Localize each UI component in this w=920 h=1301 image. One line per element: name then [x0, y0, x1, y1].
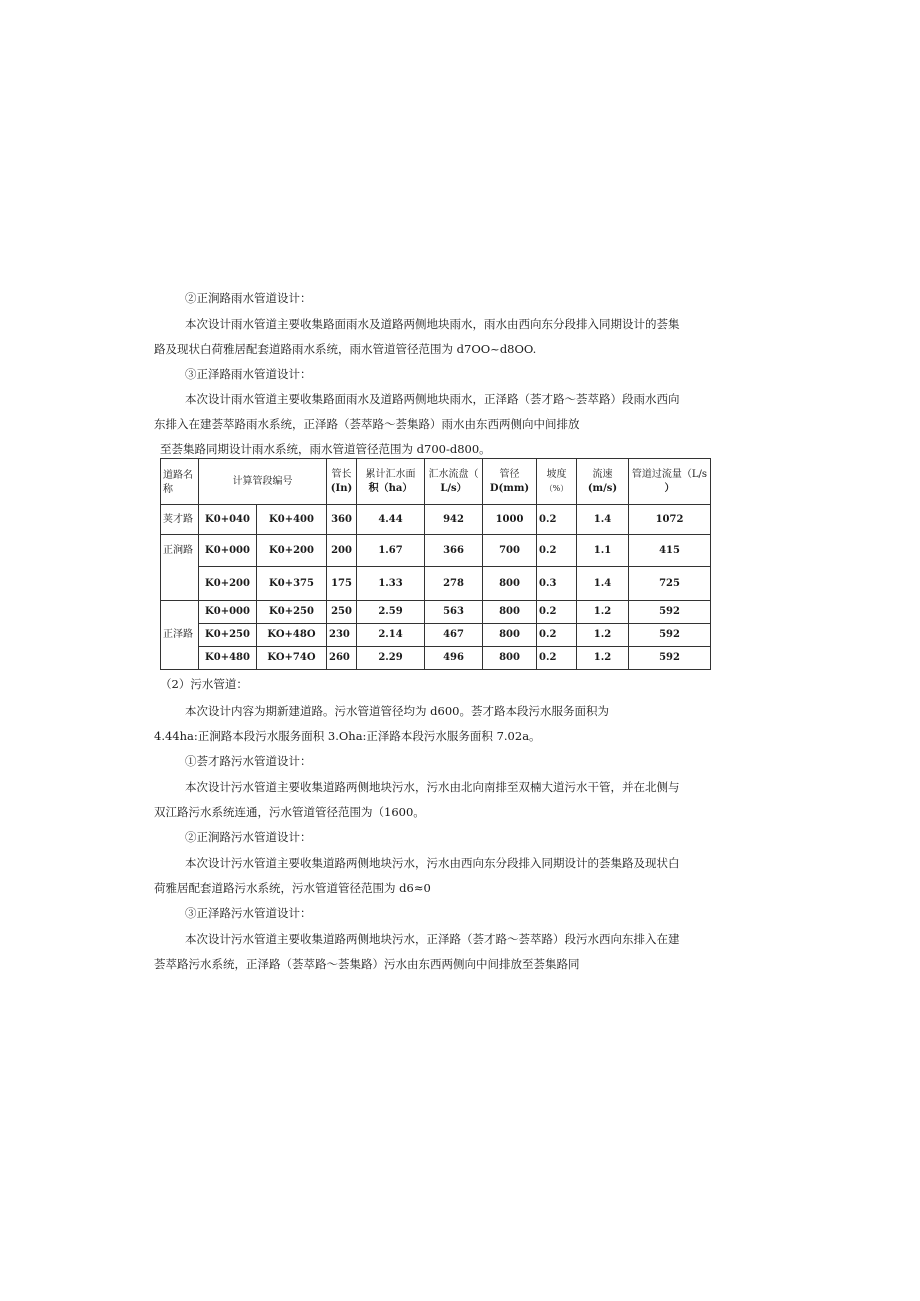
rain-section2-paragraph-line2: 路及现状白荷雅居配套道路雨水系统，雨水管道管径范围为 d7OO~d8OO.	[154, 342, 537, 356]
cell-diameter: 1000	[483, 505, 537, 535]
cell-speed: 1.2	[577, 601, 629, 624]
cell-capacity: 592	[629, 647, 711, 670]
header-area: 累计汇水面 积（ha）	[357, 459, 425, 505]
cell-area: 2.14	[357, 624, 425, 647]
header-length: 管长 (In)	[327, 459, 357, 505]
cell-area: 2.59	[357, 601, 425, 624]
cell-slope: 0.3	[537, 567, 577, 601]
cell-to: KO+48O	[257, 624, 327, 647]
rain-pipe-calculation-table	[160, 458, 711, 670]
cell-speed: 1.1	[577, 535, 629, 567]
cell-flow: 366	[425, 535, 483, 567]
table-row	[161, 505, 711, 535]
cell-length: 360	[327, 505, 357, 535]
cell-length: 200	[327, 535, 357, 567]
header-capacity: 管道过流量（L/s ）	[629, 459, 711, 505]
cell-area: 2.29	[357, 647, 425, 670]
table-row	[161, 624, 711, 647]
cell-speed: 1.4	[577, 505, 629, 535]
header-segment: 计算管段编号	[199, 459, 327, 505]
rain-section2-paragraph-line1: 本次设计雨水管道主要收集路面雨水及道路两侧地块雨水，雨水由西向东分段排入同期设计的荟集	[185, 317, 680, 331]
cell-capacity: 592	[629, 601, 711, 624]
rain-section3-heading: ③正泽路雨水管道设计：	[185, 367, 312, 381]
cell-capacity: 725	[629, 567, 711, 601]
cell-flow: 942	[425, 505, 483, 535]
cell-road: 正泽路	[161, 601, 199, 670]
cell-diameter: 800	[483, 624, 537, 647]
header-road: 道路名 称	[161, 459, 199, 505]
sewage-section1-heading: ①荟才路污水管道设计：	[185, 754, 312, 768]
cell-to: K0+400	[257, 505, 327, 535]
sewage-intro-line1: 本次设计内容为期新建道路。污水管道管径均为 d600。荟才路本段污水服务面积为	[185, 704, 609, 718]
sewage-section2-line1: 本次设计污水管道主要收集道路两侧地块污水，污水由西向东分段排入同期设计的荟集路及现状白	[185, 856, 680, 870]
cell-area: 4.44	[357, 505, 425, 535]
sewage-intro-line2: 4.44ha:正涧路本段污水服务面积 3.Oha:正泽路本段污水服务面积 7.02a。	[154, 729, 541, 743]
cell-slope: 0.2	[537, 624, 577, 647]
cell-flow: 467	[425, 624, 483, 647]
cell-slope: 0.2	[537, 647, 577, 670]
table-row	[161, 567, 711, 601]
cell-capacity: 415	[629, 535, 711, 567]
table-row	[161, 601, 711, 624]
cell-diameter: 800	[483, 567, 537, 601]
cell-diameter: 800	[483, 647, 537, 670]
cell-slope: 0.2	[537, 601, 577, 624]
cell-length: 175	[327, 567, 357, 601]
cell-road: 荚才路	[161, 505, 199, 535]
cell-to: K0+200	[257, 535, 327, 567]
cell-to: K0+250	[257, 601, 327, 624]
cell-to: K0+375	[257, 567, 327, 601]
sewage-section3-line1: 本次设计污水管道主要收集道路两侧地块污水，正泽路（荟才路～荟萃路）段污水西向东排入在建	[185, 932, 680, 946]
cell-speed: 1.4	[577, 567, 629, 601]
cell-area: 1.33	[357, 567, 425, 601]
header-diameter: 管径 D(mm)	[483, 459, 537, 505]
cell-slope: 0.2	[537, 535, 577, 567]
sewage-section3-line2: 荟萃路污水系统，正泽路（荟萃路～荟集路）污水由东西两侧向中间排放至荟集路同	[154, 957, 580, 971]
header-flow: 汇水流盘（ L/s）	[425, 459, 483, 505]
cell-speed: 1.2	[577, 647, 629, 670]
cell-diameter: 800	[483, 601, 537, 624]
cell-length: 230	[327, 624, 357, 647]
cell-capacity: 1072	[629, 505, 711, 535]
cell-capacity: 592	[629, 624, 711, 647]
cell-road: 正涧路	[161, 535, 199, 601]
cell-from: K0+000	[199, 535, 257, 567]
table-header-row	[161, 459, 711, 505]
cell-speed: 1.2	[577, 624, 629, 647]
rain-section2-heading: ②正涧路雨水管道设计：	[185, 291, 312, 305]
cell-from: K0+200	[199, 567, 257, 601]
cell-flow: 563	[425, 601, 483, 624]
sewage-heading: （2）污水管道：	[160, 677, 248, 691]
sewage-section2-line2: 荷雅居配套道路污水系统，污水管道管径范围为 d6≈0	[154, 881, 431, 895]
cell-length: 250	[327, 601, 357, 624]
table-row	[161, 535, 711, 567]
cell-from: K0+250	[199, 624, 257, 647]
rain-section3-paragraph-line3: 至荟集路同期设计雨水系统，雨水管道管径范围为 d700-d800。	[160, 442, 491, 456]
sewage-section3-heading: ③正泽路污水管道设计：	[185, 906, 312, 920]
sewage-section2-heading: ②正涧路污水管道设计：	[185, 830, 312, 844]
cell-area: 1.67	[357, 535, 425, 567]
cell-flow: 278	[425, 567, 483, 601]
cell-from: K0+480	[199, 647, 257, 670]
cell-diameter: 700	[483, 535, 537, 567]
rain-section3-paragraph-line2: 东排入在建荟萃路雨水系统，正泽路（荟萃路～荟集路）雨水由东西两侧向中间排放	[154, 417, 580, 431]
cell-from: K0+000	[199, 601, 257, 624]
cell-flow: 496	[425, 647, 483, 670]
table-row	[161, 647, 711, 670]
sewage-section1-line2: 双江路污水系统连通，污水管道管径范围为（1600。	[154, 805, 425, 819]
cell-slope: 0.2	[537, 505, 577, 535]
header-speed: 流速 (m/s)	[577, 459, 629, 505]
cell-from: K0+040	[199, 505, 257, 535]
sewage-section1-line1: 本次设计污水管道主要收集道路两侧地块污水，污水由北向南排至双楠大道污水干管，并在北侧与	[185, 780, 680, 794]
rain-section3-paragraph-line1: 本次设计雨水管道主要收集路面雨水及道路两侧地块雨水，正泽路（荟才路～荟萃路）段雨水西向	[185, 392, 680, 406]
cell-length: 260	[327, 647, 357, 670]
header-slope: 坡度 （%）	[537, 459, 577, 505]
cell-to: KO+74O	[257, 647, 327, 670]
